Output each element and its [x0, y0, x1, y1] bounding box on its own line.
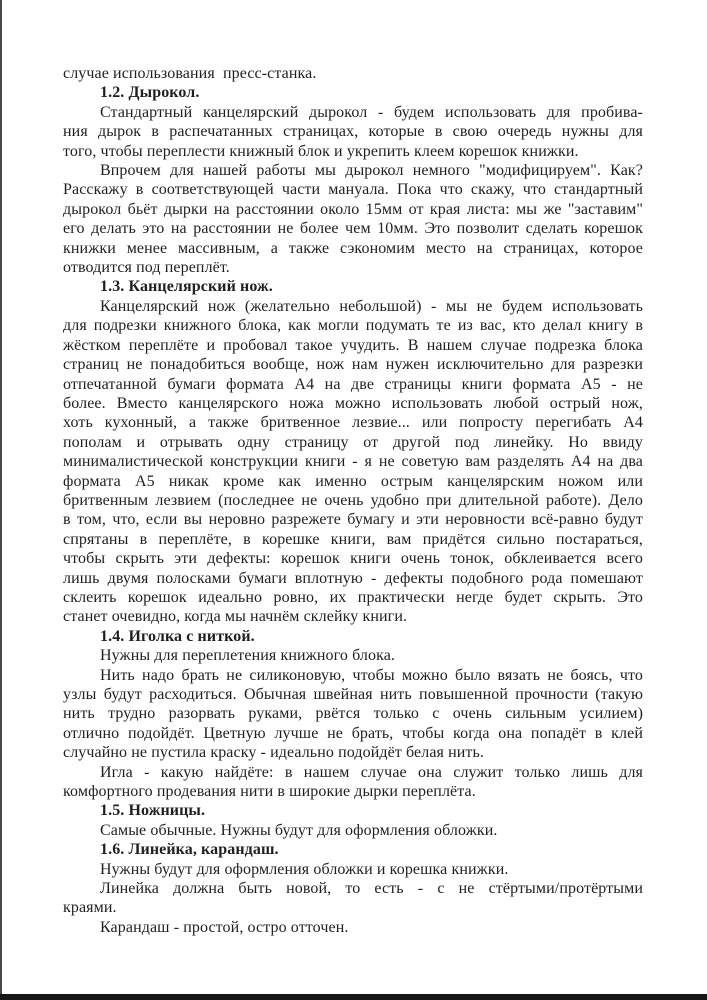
text-line: минималистической конструкции книги - я не советую вам разделять А4 на два	[63, 453, 643, 471]
scan-edge-left	[0, 0, 2, 1000]
text-line: Карандаш - простой, остро отточен.	[100, 918, 349, 936]
text-line: для подрезки книжного блока, как могли подумать те из вас, кто делал книгу в	[63, 317, 643, 335]
text-line: Канцелярский нож (желательно небольшой) - мы не будем использовать	[100, 297, 643, 315]
text-line: книжки менее массивным, а также сэкономим место на страницах, которое	[63, 239, 643, 257]
text-line: его делать это на расстоянии не более чем 10мм. Это позволит сделать корешок	[63, 220, 643, 238]
page-text	[63, 64, 643, 937]
text-line: краями.	[63, 899, 117, 917]
text-line: лишь двумя полосками бумаги вплотную - дефекты подобного рода помешают	[63, 569, 643, 587]
text-line: нить трудно разорвать руками, рвётся только с очень сильным усилием)	[63, 705, 643, 723]
text-line: бритвенным лезвием (последнее не очень удобно при длительной работе). Дело	[63, 491, 643, 509]
text-line: случае использования пресс-станка.	[63, 65, 317, 82]
text-line: узлы будут расходиться. Обычная швейная нить повышенной прочности (такую	[63, 686, 643, 703]
scan-edge-bottom	[0, 994, 707, 1000]
text-line: того, чтобы переплести книжный блок и укрепить клеем корешок книжки.	[63, 142, 579, 160]
text-line: ния дырок в распечатанных страницах, которые в свою очередь нужны для	[63, 123, 643, 141]
text-line: спрятаны в переплёте, в корешке книги, вам придётся сильно постараться,	[63, 530, 643, 548]
text-line: станет очевидно, когда мы начнём склейку книги.	[63, 608, 408, 626]
text-line: отпечатанной бумаги формата А4 на две страницы книги формата А5 - не	[63, 375, 643, 393]
text-line: хоть кухонный, а также бритвенное лезвие... или попросту перегибать А4	[63, 414, 643, 432]
text-line: формата А5 никак кроме как именно острым канцелярским ножом или	[63, 472, 643, 490]
text-line: более. Вместо канцелярского ножа можно использовать любой острый нож,	[63, 394, 643, 412]
section-heading: 1.6. Линейка, карандаш.	[100, 841, 279, 859]
section-heading: 1.4. Иголка с ниткой.	[100, 627, 255, 645]
text-line: Нужны будут для оформления обложки и корешка книжки.	[100, 860, 509, 878]
section-heading: 1.5. Ножницы.	[100, 802, 206, 820]
section-heading: 1.2. Дырокол.	[100, 84, 200, 102]
text-line: дырокол бьёт дырки на расстоянии около 15мм от края листа: мы же "заставим"	[63, 200, 643, 218]
text-line: чтобы скрыть эти дефекты: корешок книги очень тонок, обклеивается всего	[63, 550, 643, 568]
text-line: Самые обычные. Нужны будут для оформления обложки.	[100, 821, 498, 839]
text-line: Игла - какую найдёте: в нашем случае она служит только лишь для	[100, 763, 643, 781]
text-line: отлично подойдёт. Цветную лучше не брать, чтобы когда она попадёт в клей	[63, 724, 643, 742]
text-line: Впрочем для нашей работы мы дырокол немного "модифицируем". Как?	[100, 162, 643, 180]
text-line: случайно не пустила краску - идеально подойдёт белая нить.	[63, 744, 484, 762]
text-line: Линейка должна быть новой, то есть - с не стёртыми/протёртыми	[100, 880, 643, 898]
text-line: страниц не понадобиться вообще, нож нам нужен исключительно для разрезки	[63, 356, 643, 374]
text-line: склеить корешок идеально ровно, их практически негде будет скрыть. Это	[63, 588, 643, 606]
text-line: Расскажу в соответствующей части мануала. Пока что скажу, что стандартный	[63, 181, 643, 199]
text-line: отводится под переплёт.	[63, 259, 230, 277]
text-line: пополам и отрывать одну страницу от другой под линейку. Но ввиду	[63, 433, 643, 451]
text-line: комфортного продевания нити в широкие дырки переплёта.	[63, 783, 476, 801]
text-line: Нужны для переплетения книжного блока.	[100, 647, 396, 665]
text-line: Нить надо брать не силиконовую, чтобы можно было вязать не боясь, что	[100, 666, 643, 684]
text-line: Стандартный канцелярский дырокол - будем использовать для пробива-	[100, 103, 643, 121]
text-line: в том, что, если вы неровно разрежете бумагу и эти неровности всё-равно будут	[63, 511, 643, 529]
text-line: жёстком переплёте и пробовал такое учудить. В нашем случае подрезка блока	[63, 336, 643, 354]
section-heading: 1.3. Канцелярский нож.	[100, 278, 273, 296]
